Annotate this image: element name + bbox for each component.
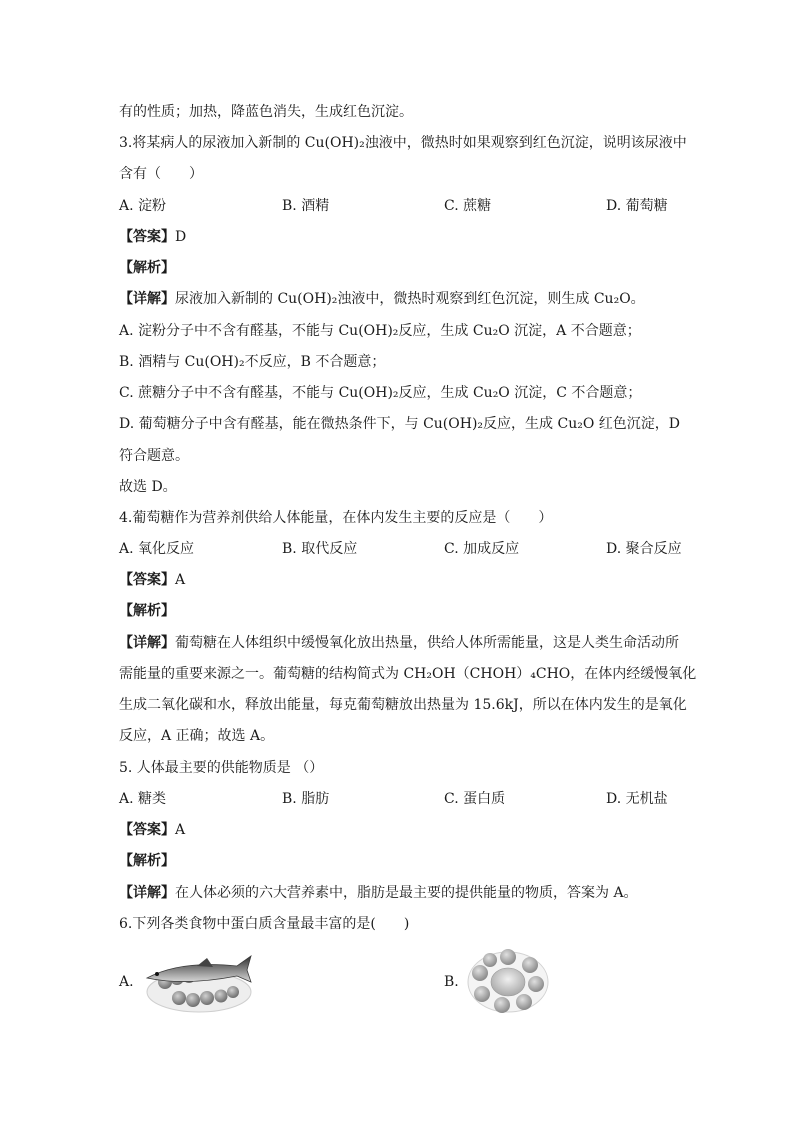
explanation-line: 符合题意。 bbox=[119, 448, 189, 464]
bracket-label: 【解析】 bbox=[119, 260, 175, 276]
question-6-stem: 6.下列各类食物中蛋白质含量最丰富的是( ) bbox=[119, 916, 410, 932]
answer-label: 【答案】A bbox=[119, 572, 186, 588]
option-a-item bbox=[119, 948, 319, 1018]
explanation-line: 需能量的重要来源之一。葡萄糖的结构简式为 CH₂OH（CHOH）₄CHO，在体内经缓慢氧化 bbox=[119, 666, 697, 682]
option-d: D. 葡萄糖 bbox=[606, 198, 668, 214]
question-5-stem: 5. 人体最主要的供能物质是 （） bbox=[119, 760, 324, 776]
option-a-label: A. bbox=[119, 974, 134, 990]
answer-label: 【答案】D bbox=[119, 229, 187, 245]
option-b-label: B. bbox=[444, 974, 459, 990]
answer-label: 【答案】A bbox=[119, 822, 186, 838]
option-b-item bbox=[444, 948, 644, 1018]
bracket-label: 【答案】 bbox=[119, 229, 175, 245]
option-b: B. 脂肪 bbox=[282, 791, 330, 807]
explanation-line: 【详解】葡萄糖在人体组织中缓慢氧化放出热量，供给人体所需能量，这是人类生命活动所 bbox=[119, 635, 679, 651]
bracket-label: 【解析】 bbox=[119, 603, 175, 619]
analysis-label bbox=[119, 851, 694, 871]
explanation-line: 反应，A 正确；故选 A。 bbox=[119, 728, 275, 744]
option-c: C. 加成反应 bbox=[444, 541, 520, 557]
question-3-stem-cont: 含有（ ） bbox=[119, 166, 203, 182]
question-3-options bbox=[119, 196, 679, 216]
explanation-line: 【详解】尿液加入新制的 Cu(OH)₂浊液中，微热时观察到红色沉淀，则生成 Cu₂O。 bbox=[119, 291, 645, 307]
analysis-label bbox=[119, 601, 694, 621]
question-4-options bbox=[119, 539, 682, 559]
option-c: C. 蔗糖 bbox=[444, 198, 492, 214]
question-3-stem: 3.将某病人的尿液加入新制的 Cu(OH)₂浊液中，微热时如果观察到红色沉淀，说明该尿液中 bbox=[119, 135, 687, 151]
bracket-label: 【详解】 bbox=[119, 291, 175, 307]
bracket-label: 【详解】 bbox=[119, 635, 175, 651]
plate-with-food-image bbox=[466, 948, 550, 1014]
question-4-stem: 4.葡萄糖作为营养剂供给人体能量，在体内发生主要的反应是（ ） bbox=[119, 510, 553, 526]
option-b: B. 酒精 bbox=[282, 198, 330, 214]
option-d: D. 聚合反应 bbox=[606, 541, 682, 557]
bracket-label: 【解析】 bbox=[119, 853, 175, 869]
option-a: A. 氧化反应 bbox=[119, 541, 195, 557]
explanation-line: 【详解】在人体必须的六大营养素中，脂肪是最主要的提供能量的物质，答案为 A。 bbox=[119, 885, 638, 901]
bracket-label: 【答案】 bbox=[119, 822, 175, 838]
explanation-line: A. 淀粉分子中不含有醛基，不能与 Cu(OH)₂反应，生成 Cu₂O 沉淀，A 不合题意； bbox=[119, 323, 641, 339]
question-5-options bbox=[119, 789, 679, 809]
fish-with-eggs-image bbox=[141, 948, 253, 1016]
bracket-label: 【详解】 bbox=[119, 885, 175, 901]
explanation-line: B. 酒精与 Cu(OH)₂不反应，B 不合题意； bbox=[119, 354, 386, 370]
analysis-label bbox=[119, 258, 694, 278]
option-a: A. 淀粉 bbox=[119, 198, 167, 214]
explanation-line: D. 葡萄糖分子中含有醛基，能在微热条件下，与 Cu(OH)₂反应，生成 Cu₂O 红色沉淀，D bbox=[119, 416, 680, 432]
conclusion-line: 故选 D。 bbox=[119, 479, 177, 495]
option-a: A. 糖类 bbox=[119, 791, 167, 807]
option-d: D. 无机盐 bbox=[606, 791, 668, 807]
option-b: B. 取代反应 bbox=[282, 541, 358, 557]
bracket-label: 【答案】 bbox=[119, 572, 175, 588]
explanation-line: C. 蔗糖分子中不含有醛基，不能与 Cu(OH)₂反应，生成 Cu₂O 沉淀，C 不合题意； bbox=[119, 385, 642, 401]
text-line: 有的性质；加热，降蓝色消失，生成红色沉淀。 bbox=[119, 104, 413, 120]
explanation-line: 生成二氧化碳和水，释放出能量，每克葡萄糖放出热量为 15.6kJ，所以在体内发生的是氧化 bbox=[119, 697, 687, 713]
option-c: C. 蛋白质 bbox=[444, 791, 506, 807]
question-6-options bbox=[119, 948, 679, 1018]
